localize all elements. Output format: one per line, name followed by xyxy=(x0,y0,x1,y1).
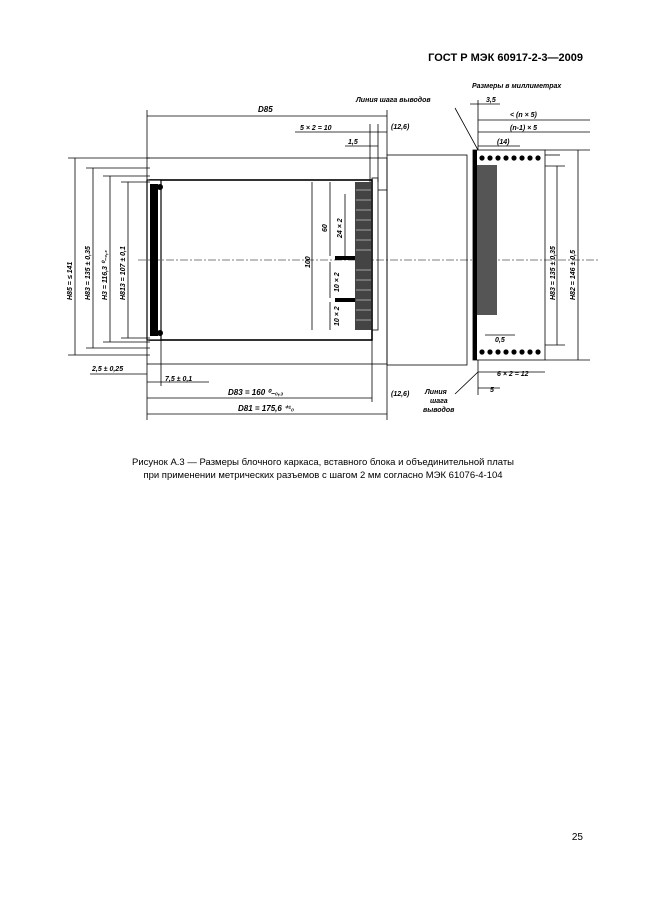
dim-h83-right: H83 = 135 ± 0,35 xyxy=(550,246,557,300)
dim-24x2: 24 × 2 xyxy=(337,218,344,238)
dim-10x2-a: 10 × 2 xyxy=(334,272,341,292)
dim-2-5: 2,5 ± 0,25 xyxy=(92,366,124,373)
dim-10x2-b: 10 × 2 xyxy=(334,306,341,326)
pitch-line-label-bottom-2: шага xyxy=(430,398,448,405)
dim-100: 100 xyxy=(305,256,312,268)
dim-1-5: 1,5 xyxy=(348,139,358,146)
dim-6x2: 6 × 2 = 12 xyxy=(497,371,529,378)
dim-d81: D81 = 175,6 ⁺¹₀ xyxy=(238,404,295,413)
page-number: 25 xyxy=(571,832,583,843)
caption-line-1: Рисунок А.3 — Размеры блочного каркаса, вставного блока и объединительной платы xyxy=(131,457,515,468)
dim-5: 5 xyxy=(490,387,494,394)
pitch-line-label-bottom-3: выводов xyxy=(423,407,455,414)
dim-h82: H82 = 146 ± 0,5 xyxy=(570,250,577,300)
dim-h85: H85 = ≤ 141 xyxy=(67,261,74,300)
dim-n1-x-5: (n-1) × 5 xyxy=(510,125,538,132)
units-note: Размеры в миллиметрах xyxy=(472,83,562,90)
dim-60: 60 xyxy=(322,224,329,232)
dim-h83: H83 = 135 ± 0,35 xyxy=(85,246,92,300)
caption-line-2: при применении метрических разъемов с шагом 2 мм согласно МЭК 61076-4-104 xyxy=(143,470,503,481)
dim-12-6-top: (12,6) xyxy=(391,124,410,131)
document-header: ГОСТ Р МЭК 60917-2-3—2009 xyxy=(428,52,583,64)
pitch-line-label-top: Линия шага выводов xyxy=(356,97,431,104)
figure-caption xyxy=(0,456,646,482)
dim-h3: H3 = 116,3 ⁰₋₀,₃ xyxy=(102,250,109,300)
dim-n-x-5: < (n × 5) xyxy=(510,112,537,119)
dim-d85: D85 xyxy=(258,105,273,114)
dim-7-5: 7,5 ± 0,1 xyxy=(165,376,193,383)
dim-12-6-bottom: (12,6) xyxy=(391,391,410,398)
dim-d83: D83 = 160 ⁰₋₀,₃ xyxy=(228,388,284,397)
dim-h813: H813 = 107 ± 0,1 xyxy=(120,246,127,300)
pitch-line-label-bottom-1: Линия xyxy=(425,389,447,396)
dim-3-5: 3,5 xyxy=(486,97,496,104)
technical-drawing xyxy=(0,0,646,450)
dim-0-5: 0,5 xyxy=(495,337,505,344)
dim-14: (14) xyxy=(497,139,510,146)
backplane-front-view xyxy=(455,100,590,395)
dim-5x2: 5 × 2 = 10 xyxy=(300,125,332,132)
